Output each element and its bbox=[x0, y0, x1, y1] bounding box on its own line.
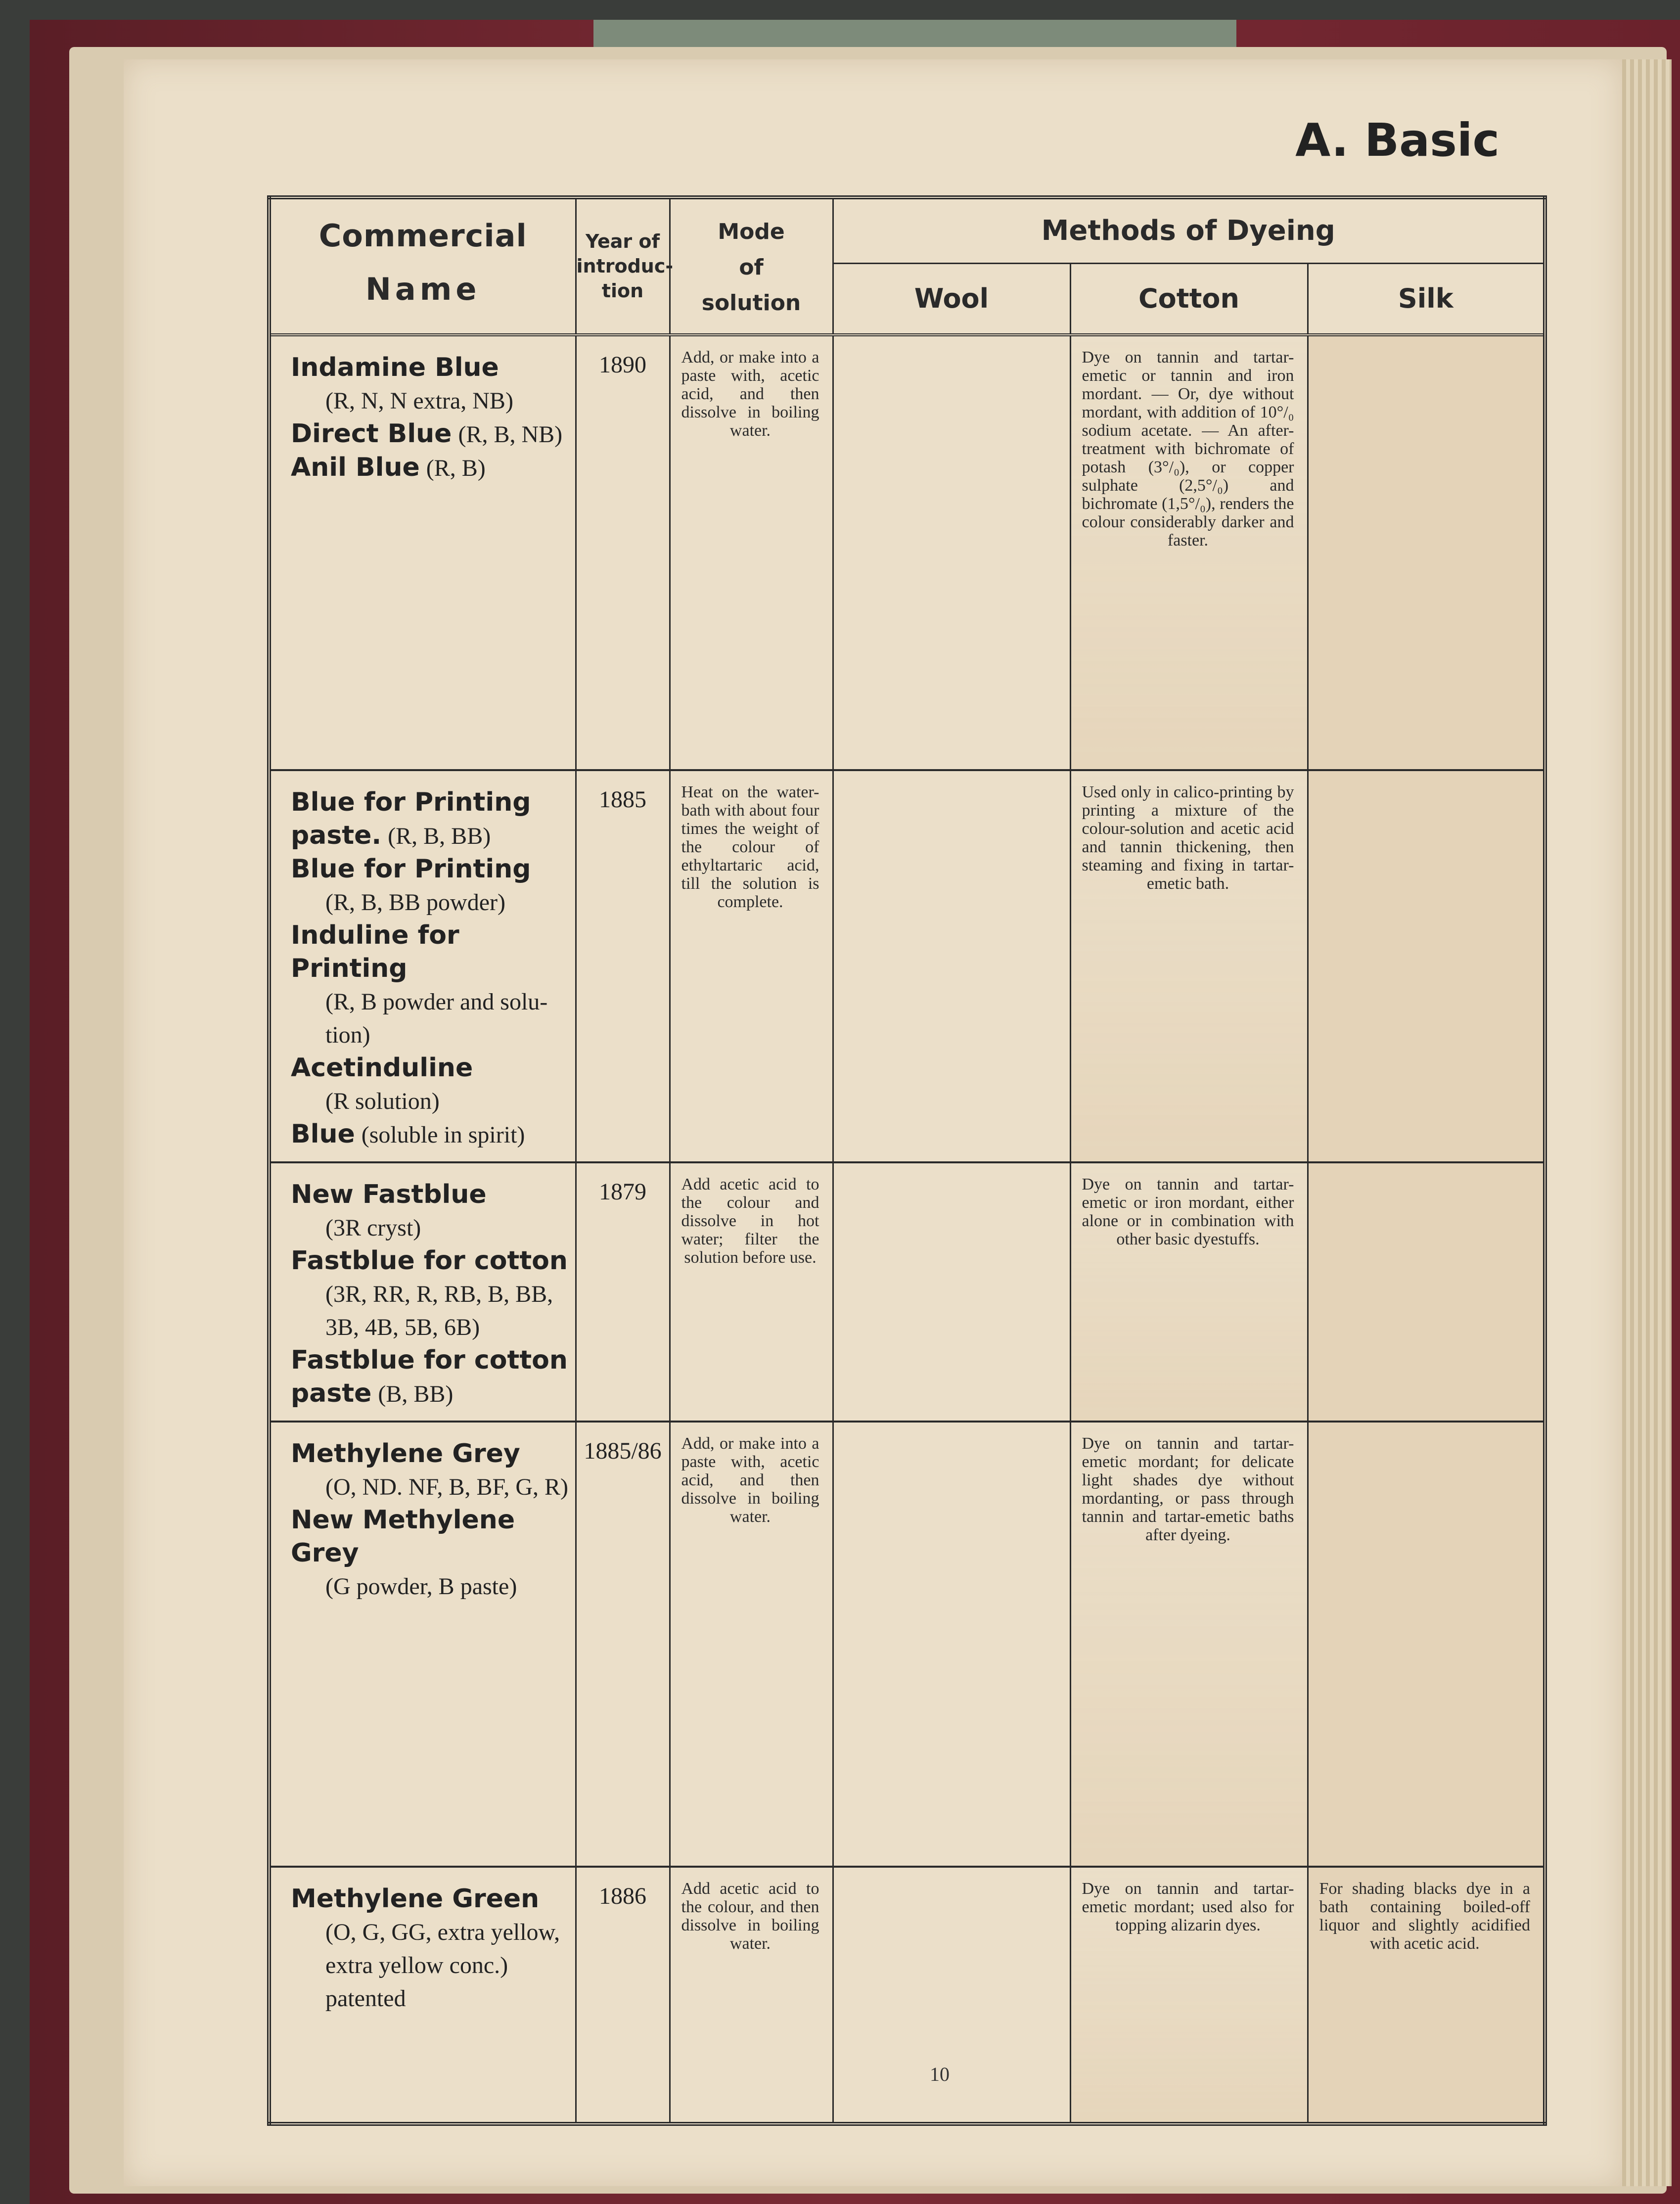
table-row bbox=[269, 1422, 1545, 1867]
cotton-method-cell: Used only in calico-printing by printing a mixture of the colour-solution and acetic acid and tannin thickening, then steaming and fixing in tartar-emetic bath. bbox=[1070, 770, 1308, 1162]
cotton-method-cell: Dye on tannin and tartar-emetic mordant; for delicate light shades dye without mordanting, or pass through tannin and tartar-emetic baths after dyeing. bbox=[1070, 1422, 1308, 1867]
mode-of-solution-cell: Add acetic acid to the colour and dissolve in hot water; filter the solution before use. bbox=[670, 1162, 833, 1422]
page-number: 10 bbox=[930, 2063, 950, 2085]
name-line bbox=[291, 1377, 570, 1411]
name-line bbox=[291, 1470, 570, 1504]
header-year bbox=[576, 197, 674, 335]
table-row bbox=[269, 335, 1545, 770]
silk-method-cell: For shading blacks dye in a bath containing boiled-off liquor and slightly acidified with acetic acid. bbox=[1308, 1867, 1545, 2124]
header-mode-line2: of bbox=[739, 255, 764, 280]
dye-name: Induline for Printing bbox=[291, 920, 459, 983]
name-line bbox=[291, 786, 570, 819]
header-cotton: Cotton bbox=[1070, 264, 1308, 335]
dye-variety: patented bbox=[325, 1985, 406, 2012]
header-year-line1: Year of bbox=[585, 230, 660, 252]
header-wool: Wool bbox=[833, 264, 1070, 335]
year-cell: 1885/86 bbox=[576, 1422, 670, 1867]
name-line bbox=[291, 1278, 570, 1311]
dye-variety: tion) bbox=[325, 1022, 370, 1048]
wool-method-cell bbox=[833, 770, 1070, 1162]
header-year-line2: introduc- bbox=[576, 255, 674, 277]
wool-method-cell bbox=[833, 1162, 1070, 1422]
dye-name: paste. bbox=[291, 821, 382, 850]
commercial-name-cell bbox=[269, 1867, 576, 2124]
name-line bbox=[291, 417, 570, 451]
dye-name: Direct Blue bbox=[291, 419, 452, 449]
dye-variety: (R, B, BB powder) bbox=[325, 889, 505, 916]
dye-variety: 3B, 4B, 5B, 6B) bbox=[325, 1314, 480, 1340]
name-line bbox=[291, 451, 570, 485]
name-line bbox=[291, 1118, 570, 1151]
name-line bbox=[291, 1504, 570, 1570]
dye-variety: (R, N, N extra, NB) bbox=[325, 388, 513, 414]
dye-name: Blue for Printing bbox=[291, 854, 531, 884]
name-line bbox=[291, 1085, 570, 1118]
name-line bbox=[291, 1982, 570, 2015]
cotton-method-cell: Dye on tannin and tartar-emetic or iron mordant, either alone or in combination with other basic dyestuffs. bbox=[1070, 1162, 1308, 1422]
dye-variety: (3R, RR, R, RB, B, BB, bbox=[325, 1281, 553, 1307]
dyes-table bbox=[267, 195, 1547, 2126]
cover-cloth-strip bbox=[593, 20, 1236, 49]
dye-variety: (R solution) bbox=[325, 1088, 440, 1114]
dye-variety: (G powder, B paste) bbox=[325, 1573, 517, 1600]
dye-variety: (O, G, GG, extra yellow, bbox=[325, 1919, 560, 1945]
dye-name: Acetinduline bbox=[291, 1053, 473, 1083]
silk-method-cell bbox=[1308, 1162, 1545, 1422]
name-line bbox=[291, 886, 570, 919]
section-title: A. Basic bbox=[1295, 114, 1499, 167]
dye-name: New Methylene Grey bbox=[291, 1505, 515, 1568]
cotton-method-cell: Dye on tannin and tartar-emetic mordant; used also for topping alizarin dyes. bbox=[1070, 1867, 1308, 2124]
commercial-name-cell bbox=[269, 1162, 576, 1422]
silk-method-cell bbox=[1308, 770, 1545, 1162]
header-year-line3: tion bbox=[601, 280, 644, 302]
dye-name: Methylene Green bbox=[291, 1884, 540, 1914]
header-silk: Silk bbox=[1308, 264, 1545, 335]
name-line bbox=[291, 1344, 570, 1377]
name-line bbox=[291, 1211, 570, 1244]
dye-variety: (O, ND. NF, B, BF, G, R) bbox=[325, 1474, 569, 1500]
header-mode-line1: Mode bbox=[718, 219, 785, 244]
dye-name: Methylene Grey bbox=[291, 1439, 520, 1469]
wool-method-cell bbox=[833, 335, 1070, 770]
dye-name: Fastblue for cotton bbox=[291, 1246, 568, 1276]
table-row bbox=[269, 1867, 1545, 2124]
name-line bbox=[291, 1178, 570, 1211]
name-line bbox=[291, 853, 570, 886]
table-row bbox=[269, 1162, 1545, 1422]
commercial-name-cell bbox=[269, 335, 576, 770]
name-line bbox=[291, 1437, 570, 1470]
mode-of-solution-cell: Add, or make into a paste with, acetic acid, and then dissolve in boiling water. bbox=[670, 1422, 833, 1867]
mode-of-solution-cell: Add acetic acid to the colour, and then dissolve in boiling water. bbox=[670, 1867, 833, 2124]
dye-variety: (3R cryst) bbox=[325, 1215, 421, 1241]
dye-variety: (R, B) bbox=[426, 455, 486, 481]
mode-of-solution-cell: Heat on the water-bath with about four times the weight of the colour of ethyltartaric acid, till the solution is complete. bbox=[670, 770, 833, 1162]
name-line bbox=[291, 1570, 570, 1603]
dye-variety: (B, BB) bbox=[378, 1381, 454, 1407]
header-commercial-name bbox=[269, 197, 576, 335]
wool-method-cell bbox=[833, 1422, 1070, 1867]
dye-variety: (R, B powder and solu- bbox=[325, 989, 548, 1015]
name-line bbox=[291, 819, 570, 853]
header-commercial-line1: Commercial bbox=[318, 218, 527, 254]
name-line bbox=[291, 919, 570, 985]
header-mode-line3: solution bbox=[701, 290, 801, 316]
dye-name: paste bbox=[291, 1378, 372, 1408]
dye-variety: (soluble in spirit) bbox=[361, 1122, 525, 1148]
year-cell: 1886 bbox=[576, 1867, 670, 2124]
stacked-page-edges bbox=[1622, 59, 1672, 2186]
name-line bbox=[291, 1052, 570, 1085]
name-line bbox=[291, 1311, 570, 1344]
year-cell: 1885 bbox=[576, 770, 670, 1162]
dye-name: Blue for Printing bbox=[291, 787, 531, 817]
dye-name: Anil Blue bbox=[291, 453, 420, 482]
commercial-name-cell bbox=[269, 770, 576, 1162]
name-line bbox=[291, 1018, 570, 1052]
name-line bbox=[291, 1244, 570, 1278]
dye-variety: extra yellow conc.) bbox=[325, 1952, 508, 1978]
name-line bbox=[291, 1949, 570, 1982]
year-cell: 1890 bbox=[576, 335, 670, 770]
commercial-name-cell bbox=[269, 1422, 576, 1867]
year-cell: 1879 bbox=[576, 1162, 670, 1422]
dye-variety: (R, B, NB) bbox=[458, 421, 563, 448]
silk-method-cell bbox=[1308, 1422, 1545, 1867]
dye-name: Blue bbox=[291, 1119, 355, 1149]
silk-method-cell bbox=[1308, 335, 1545, 770]
header-mode bbox=[670, 197, 833, 335]
dye-name: New Fastblue bbox=[291, 1180, 487, 1209]
mode-of-solution-cell: Add, or make into a paste with, acetic acid, and then dissolve in boiling water. bbox=[670, 335, 833, 770]
name-line bbox=[291, 1916, 570, 1949]
table-body bbox=[269, 335, 1545, 2124]
name-line bbox=[291, 351, 570, 384]
name-line bbox=[291, 1883, 570, 1916]
dye-variety: (R, B, BB) bbox=[388, 823, 491, 849]
header-commercial-line2: Name bbox=[365, 271, 481, 307]
header-methods-of-dyeing: Methods of Dyeing bbox=[833, 197, 1545, 264]
dye-name: Fastblue for cotton bbox=[291, 1345, 568, 1375]
name-line bbox=[291, 985, 570, 1018]
cotton-method-cell: Dye on tannin and tartar-emetic or tannin and iron mordant. — Or, dye without mordant, with addition of 10°/₀ sodium acetate. — An after-treatment with bichromate of potash (3°/₀), or copper sulphate (2,5°/₀) and bichromate (1,5°/₀), renders the colour considerably darker and faster. bbox=[1070, 335, 1308, 770]
table-row bbox=[269, 770, 1545, 1162]
name-line bbox=[291, 384, 570, 417]
dye-name: Indamine Blue bbox=[291, 353, 499, 382]
